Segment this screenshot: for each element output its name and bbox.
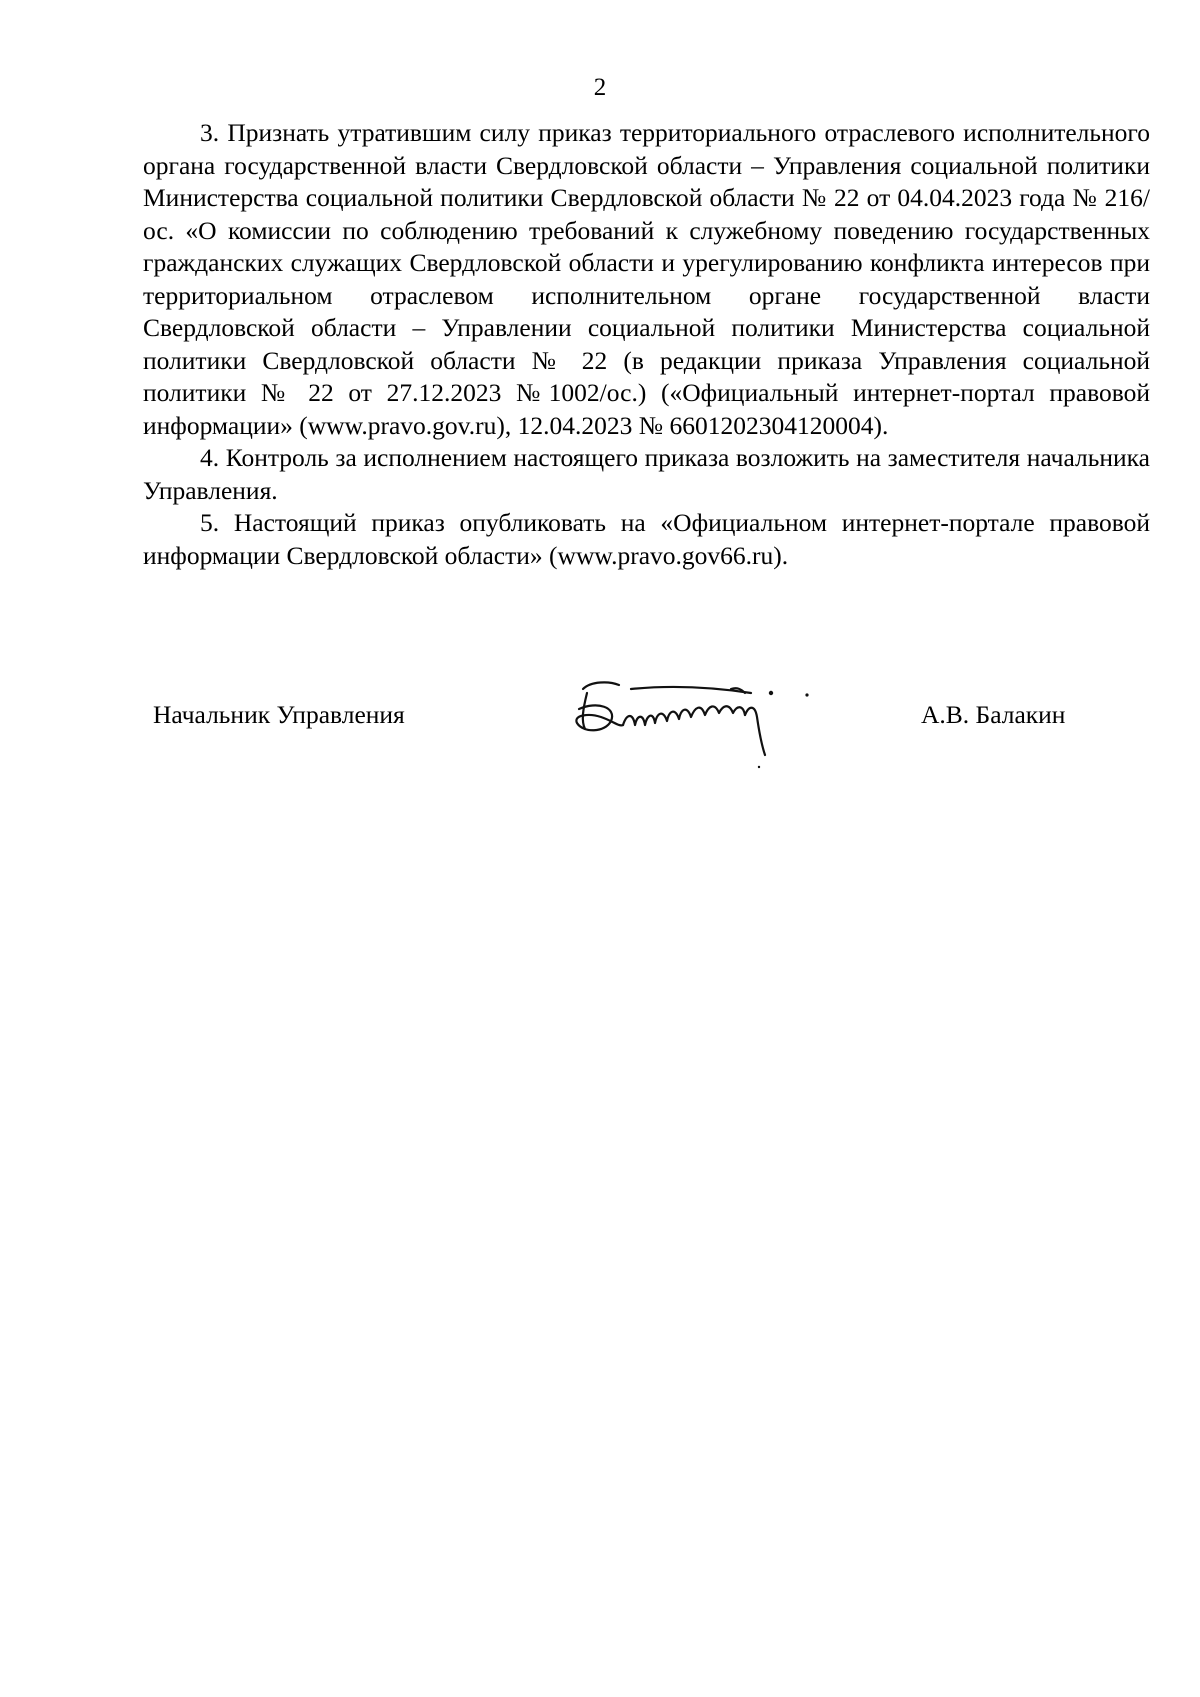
- signature-block: [143, 675, 1150, 775]
- page-number: 2: [593, 74, 607, 101]
- paragraph-5: 5. Настоящий приказ опубликовать на «Официальном интернет-портале правовой информации Свердловской области» (www.pravo.gov66.ru).: [143, 508, 1150, 570]
- paragraph-4: 4. Контроль за исполнением настоящего приказа возложить на заместителя начальника Управления.: [143, 443, 1150, 505]
- position-title: Начальник Управления: [153, 700, 405, 729]
- handwritten-signature: [561, 675, 861, 775]
- signer-name: А.В. Балакин: [921, 700, 1066, 729]
- paragraph-3: 3. Признать утратившим силу приказ территориального отраслевого исполнительного органа государственной власти Свердловской области – Управления социальной политики Министерства социальной политики Свердловской области № 22 от 04.04.2023 года № 216/ос. «О комиссии по соблюдению требований к служебному поведению государственных гражданских служащих Свердловской области и урегулированию конфликта интересов при территориальном отраслевом исполнительном органе государственной власти Свердловской области – Управлении социальной политики Министерства социальной политики Свердловской области № 22 (в редакции приказа Управления социальной политики № 22 от 27.12.2023 №1002/ос.) («Официальный интернет-портал правовой информации» (www.pravo.gov.ru), 12.04.2023 № 6601202304120004).: [143, 118, 1150, 440]
- document-body: [143, 117, 1150, 572]
